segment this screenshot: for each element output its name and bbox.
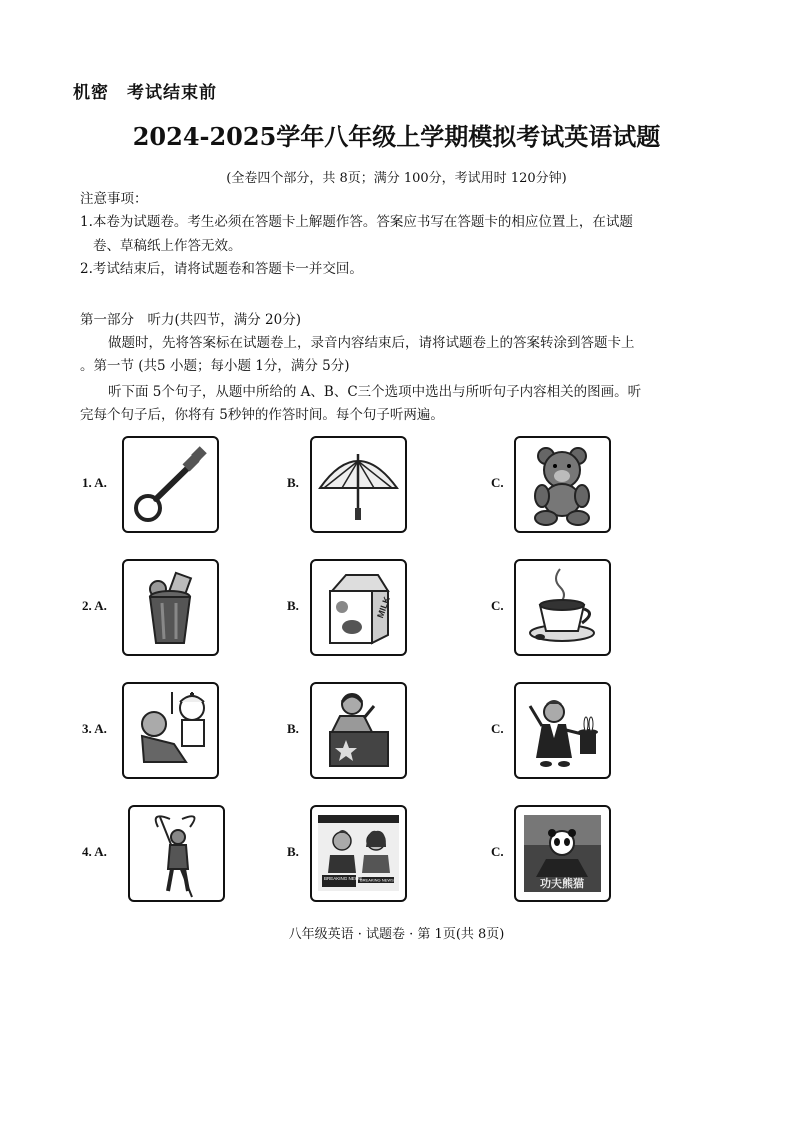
dentist-icon xyxy=(124,684,217,777)
q3-option-b-label: B. xyxy=(287,721,299,736)
exam-title: 2024-2025学年八年级上学期模拟考试英语试题 xyxy=(132,122,661,151)
section-instruction-line-2: 完每个句子后，你将有 5秒钟的作答时间。每个句子听两遍。 xyxy=(80,407,444,423)
dj-icon xyxy=(312,684,405,777)
q2-option-b-milk-carton-image[interactable] xyxy=(310,559,407,656)
question-1-number: 1. A. xyxy=(82,475,107,490)
question-3-number: 3. A. xyxy=(82,721,107,736)
note-item-1-line-2: 卷、草稿纸上作答无效。 xyxy=(93,238,242,254)
part1-heading: 第一部分 听力(共四节，满分 20分) xyxy=(80,312,302,328)
q2-option-a-trash-can-image[interactable] xyxy=(122,559,219,656)
q2-option-c-label: C. xyxy=(491,598,504,613)
movie-title-text: 功夫熊猫 xyxy=(540,877,584,890)
q2-option-c-coffee-cup-image[interactable] xyxy=(514,559,611,656)
q3-option-b-dj-image[interactable] xyxy=(310,682,407,779)
news-anchors-icon xyxy=(312,807,405,900)
trash-can-icon xyxy=(124,561,217,654)
milk-carton-text: MILK xyxy=(375,595,392,620)
note-item-1-line-1: 1.本卷为试题卷。考生必须在答题卡上解题作答。答案应书写在答题卡的相应位置上，在试题 xyxy=(80,214,633,230)
q1-option-b-label: B. xyxy=(287,475,299,490)
note-item-2: 2.考试结束后，请将试题卷和答题卡一并交回。 xyxy=(80,261,363,277)
notes-heading: 注意事项： xyxy=(80,191,148,207)
kung-fu-panda-poster-icon xyxy=(516,807,609,900)
magician-icon xyxy=(516,684,609,777)
page-footer: 八年级英语 · 试题卷 · 第 1页(共 8页) xyxy=(288,927,505,942)
news-banner-text-1: BREAKING NEWS xyxy=(324,876,363,881)
part1-instruction-line-2: 。第一节 (共5 小题；每小题 1分，满分 5分) xyxy=(80,358,350,374)
question-4-number: 4. A. xyxy=(82,844,107,859)
key-icon xyxy=(124,438,217,531)
q3-option-c-magician-image[interactable] xyxy=(514,682,611,779)
q1-option-c-teddy-bear-image[interactable] xyxy=(514,436,611,533)
part1-instruction-line-1: 做题时，先将答案标在试题卷上，录音内容结束后，请将试题卷上的答案转涂到答题卡上 xyxy=(108,335,635,351)
q4-option-c-kung-fu-panda-image[interactable] xyxy=(514,805,611,902)
q3-option-c-label: C. xyxy=(491,721,504,736)
question-2-number: 2. A. xyxy=(82,598,107,613)
monkey-king-icon xyxy=(130,807,223,900)
q1-option-c-label: C. xyxy=(491,475,504,490)
q4-option-b-label: B. xyxy=(287,844,299,859)
news-banner-text-2: BREAKING NEWS xyxy=(360,877,394,883)
confidential-label: 机密 考试结束前 xyxy=(73,83,217,103)
coffee-cup-icon xyxy=(516,561,609,654)
q4-option-c-label: C. xyxy=(491,844,504,859)
q1-option-a-key-image[interactable] xyxy=(122,436,219,533)
q4-option-a-monkey-king-image[interactable] xyxy=(128,805,225,902)
teddy-bear-icon xyxy=(516,438,609,531)
q2-option-b-label: B. xyxy=(287,598,299,613)
milk-carton-icon xyxy=(312,561,405,654)
umbrella-icon xyxy=(312,438,405,531)
q1-option-b-umbrella-image[interactable] xyxy=(310,436,407,533)
q4-option-b-news-image[interactable] xyxy=(310,805,407,902)
exam-subtitle: (全卷四个部分，共 8页；满分 100分，考试用时 120分钟) xyxy=(226,171,567,186)
q3-option-a-dentist-image[interactable] xyxy=(122,682,219,779)
section-instruction-line-1: 听下面 5个句子，从题中所给的 A、B、C三个选项中选出与所听句子内容相关的图画。听 xyxy=(108,384,642,400)
